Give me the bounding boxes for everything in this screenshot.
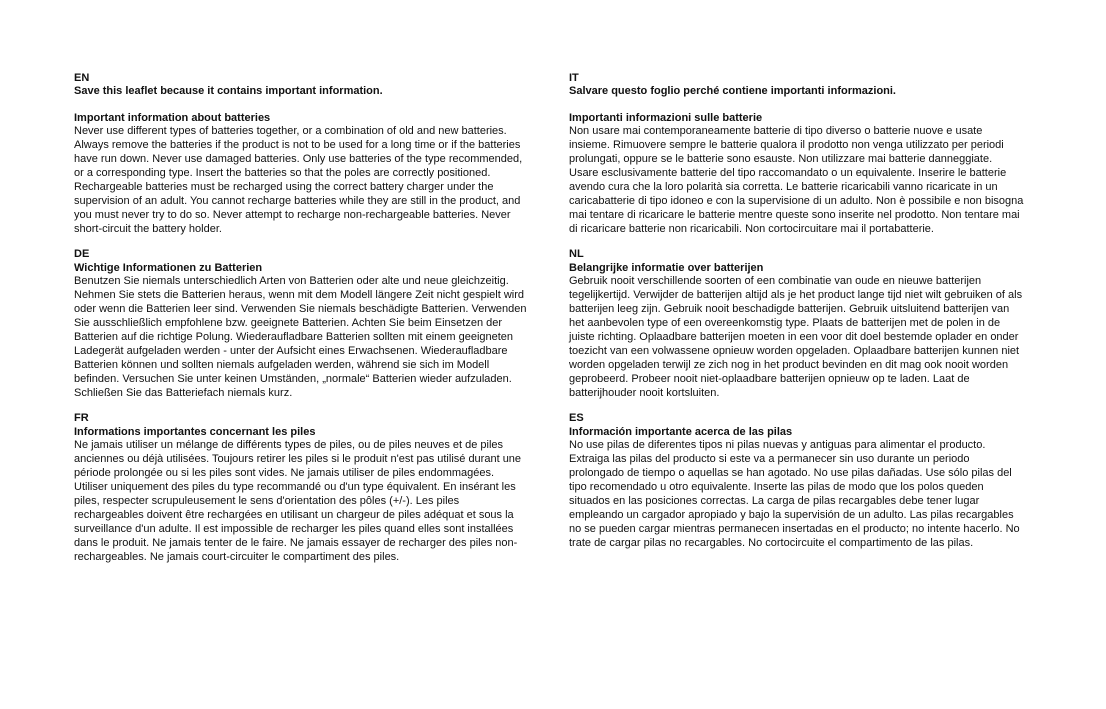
language-code-es: ES xyxy=(569,412,584,425)
left-column xyxy=(74,72,529,576)
section-it xyxy=(569,72,1024,236)
section-en xyxy=(74,72,529,236)
section-heading-nl: Belangrijke informatie over batterijen xyxy=(569,261,764,274)
section-body-de: Benutzen Sie niemals unterschiedlich Arten von Batterien oder alte und neue gleichzeitig. Nehmen Sie stets die Batterien heraus, wenn mit dem Modell längere Zeit nicht gespielt wird oder wenn die Batterien leer sind. Verwenden Sie niemals beschädigte Batterien. Verwenden Sie ausschließlich empfohlene bzw. geeignete Batterien. Achten Sie beim Einsetzen der Batterien auf die richtige Polung. Wiederaufladbare Batterien sollten mit einem geeigneten Ladegerät aufgeladen werden - unter der Aufsicht eines Erwachsenen. Wiederaufladbare Batterien können und sollten niemals aufgeladen werden, während sie sich im Modell befinden. Versuchen Sie unter keinen Umständen, „normale“ Batterien wieder aufzuladen. Schließen Sie das Batteriefach niemals kurz. xyxy=(74,275,527,399)
section-de xyxy=(74,248,529,400)
section-body-en: Never use different types of batteries together, or a combination of old and new batteries. Always remove the batteries if the product is not to be used for a long time or if the batteries have run down. Never use damaged batteries. Only use batteries of the type recommended, or a corresponding type. Insert the batteries so that the poles are correctly positioned. Rechargeable batteries must be recharged using the correct battery charger under the supervision of an adult. You cannot recharge batteries while they are still in the product, and you must never try to do so. Never attempt to recharge non-rechargeable batteries. Never short-circuit the battery holder. xyxy=(74,125,523,235)
section-heading-de: Wichtige Informationen zu Batterien xyxy=(74,261,263,274)
section-fr xyxy=(74,412,529,564)
section-es xyxy=(569,412,1024,550)
language-code-en: EN xyxy=(74,72,90,84)
section-body-it: Non usare mai contemporaneamente batterie di tipo diverso o batterie nuove e usate insieme. Rimuovere sempre le batterie qualora il prodotto non venga utilizzato per periodi prolungati, oppure se le batterie sono esauste. Non utilizzare mai batterie danneggiate. Usare esclusivamente batterie del tipo raccomandato o un equivalente. Inserire le batterie avendo cura che la loro polarità sia corretta. Le batterie ricaricabili vanno ricaricate in un caricabatterie di tipo idoneo e con la supervisione di un adulto. Non è possibile e non bisogna mai tentare di ricaricare le batterie mentre queste sono inserite nel prodotto. Non tentare mai di ricaricare batterie non ricaricabili. Non cortocircuitare mai il portabatterie. xyxy=(569,125,1024,235)
leaflet-notice-en: Save this leaflet because it contains important information. xyxy=(74,85,383,98)
section-body-es: No use pilas de diferentes tipos ni pilas nuevas y antiguas para alimentar el producto. Extraiga las pilas del producto si este va a permanecer sin uso durante un periodo prolongado de tiempo o aquellas se han agotado. No use pilas dañadas. Use sólo pilas del tipo recomendado u otro equivalente. Inserte las pilas de modo que los polos queden situados en las posiciones correctas. La carga de pilas recargables debe tener lugar empleando un cargador apropiado y bajo la supervisión de un adulto. Las pilas recargables no se pueden cargar mientras permanecen insertadas en el producto; no intente hacerlo. No trate de cargar pilas no recargables. No cortocircuite el compartimento de las pilas. xyxy=(569,439,1020,549)
section-heading-es: Información importante acerca de las pilas xyxy=(569,425,793,438)
spacer xyxy=(569,99,1024,112)
section-body-fr: Ne jamais utiliser un mélange de différents types de piles, ou de piles neuves et de piles anciennes ou déjà utilisées. Toujours retirer les piles si le produit n'est pas utilisé durant une période prolongée ou si les piles sont vides. Ne jamais utiliser de piles endommagées. Utiliser uniquement des piles du type recommandé ou d'un type équivalent. En insérant les piles, respecter scrupuleusement le sens d'orientation des pôles (+/-). Les piles rechargeables doivent être rechargées en utilisant un chargeur de piles adéquat et sous la surveillance d'un adulte. Il est impossible de recharger les piles quand elles sont installées dans le produit. Ne jamais tenter de le faire. Ne jamais essayer de recharger des piles non-rechargeables. Ne jamais court-circuiter le compartiment des piles. xyxy=(74,439,522,563)
language-code-de: DE xyxy=(74,248,90,261)
section-nl xyxy=(569,248,1024,400)
section-body-nl: Gebruik nooit verschillende soorten of een combinatie van oude en nieuwe batterijen tegelijkertijd. Verwijder de batterijen altijd als je het product lange tijd niet wilt gebruiken of als batterijen leeg zijn. Gebruik nooit beschadigde batterijen. Gebruik uitsluitend batterijen van het aanbevolen type of een overeenkomstig type. Plaats de batterijen met de polen in de juiste richting. Oplaadbare batterijen moeten in een voor dit doel bestemde oplader en onder toezicht van een volwassene opnieuw worden opgeladen. Oplaadbare batterijen kunnen niet worden opgeladen terwijl ze zich nog in het product bevinden en dit mag ook nooit worden geprobeerd. Probeer nooit niet-oplaadbare batterijen opnieuw op te laden. Laat de batterijhouder nooit kortsluiten. xyxy=(569,275,1023,399)
spacer xyxy=(74,99,529,112)
right-column xyxy=(569,72,1024,563)
section-heading-it: Importanti informazioni sulle batterie xyxy=(569,111,763,124)
language-code-fr: FR xyxy=(74,412,89,425)
language-code-it: IT xyxy=(569,72,579,84)
language-code-nl: NL xyxy=(569,248,584,261)
leaflet-notice-it: Salvare questo foglio perché contiene importanti informazioni. xyxy=(569,85,896,98)
section-heading-en: Important information about batteries xyxy=(74,111,271,124)
section-heading-fr: Informations importantes concernant les piles xyxy=(74,425,316,438)
